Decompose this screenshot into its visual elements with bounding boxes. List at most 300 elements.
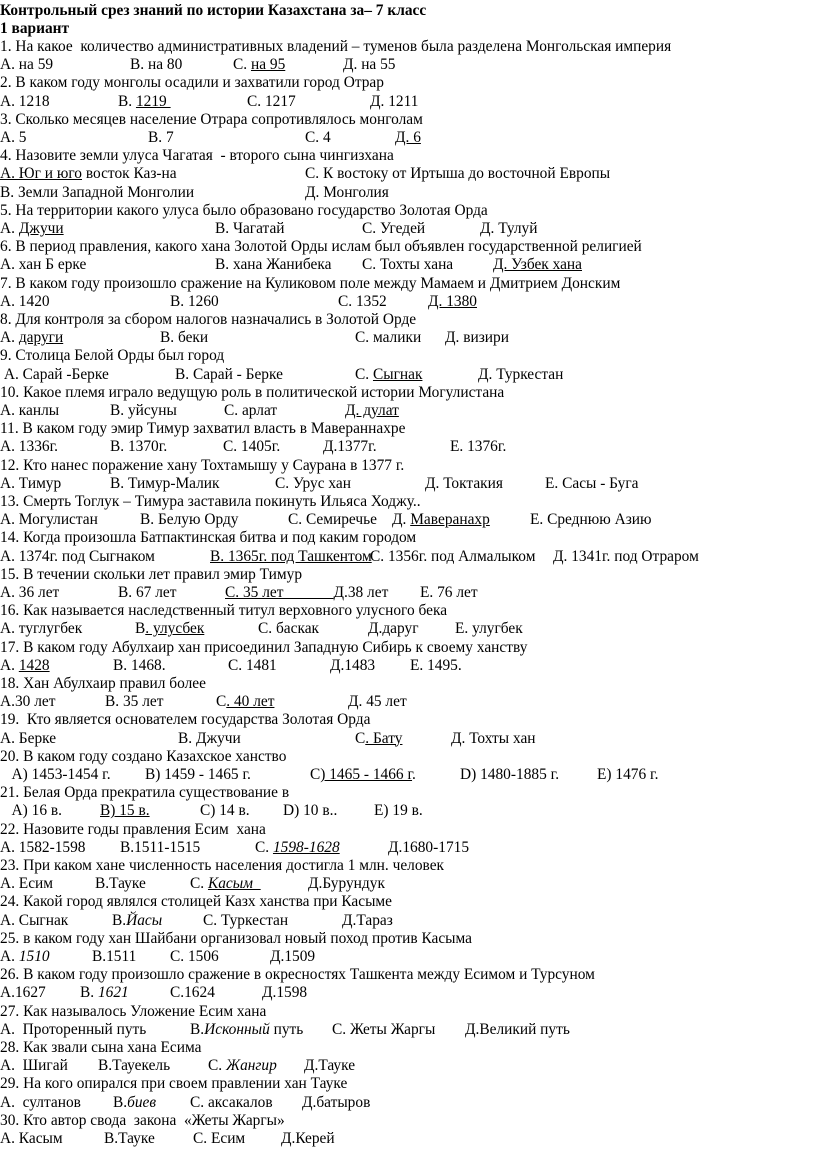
option-text: А.: [0, 948, 19, 965]
marked-answer: Д. 6: [395, 129, 421, 146]
answer-option: [120, 839, 200, 856]
option-text: С. арлат: [224, 402, 278, 419]
option-text: В. Джучи: [178, 729, 241, 747]
question-text: 1. На какое количество административных владений – туменов была разделена Монгольская империя: [0, 38, 672, 55]
option-text: С. Урус хан: [275, 474, 351, 492]
answer-option: [304, 1057, 355, 1074]
answer-option: [330, 657, 375, 674]
option-text: С.: [233, 56, 251, 74]
answer-option: [0, 511, 98, 528]
option-text: А.: [0, 329, 19, 347]
answer-option: [224, 402, 277, 419]
option-text: В. хана Жанибека: [215, 256, 332, 274]
option-text: Д.: [392, 511, 411, 529]
option-text: С. Туркестан: [203, 911, 289, 929]
answer-option: [98, 1057, 170, 1074]
answer-option: [310, 766, 416, 783]
option-text: А.: [0, 656, 19, 674]
option-text: Д. Тохты хан: [451, 729, 536, 747]
marked-answer: С. 35 лет: [225, 584, 334, 601]
question-text: 21. Белая Орда прекратила существование в: [0, 784, 290, 802]
answer-option: [0, 948, 50, 965]
option-text: А. 5: [0, 129, 27, 146]
option-text: В. Земли Западной Монголии: [0, 183, 195, 201]
option-text: Е) 19 в.: [374, 802, 423, 820]
answer-option: [343, 56, 396, 73]
marked-answer: на 95: [250, 56, 286, 74]
option-text: С) 14 в.: [200, 802, 250, 820]
option-text: В. Белую Орду: [140, 511, 239, 529]
answer-option: [355, 730, 402, 747]
answer-option: [0, 1021, 146, 1038]
option-text: А. хан Б ерке: [0, 256, 87, 274]
option-text: В.Тауекель: [98, 1057, 171, 1075]
marked-answer: даруги: [18, 329, 64, 347]
option-text: С. 1481: [228, 656, 277, 674]
option-text: Д.Тараз: [342, 911, 393, 929]
answer-option: [247, 93, 296, 110]
option-text: С. Семиречье: [288, 511, 377, 529]
answer-option: [118, 93, 171, 110]
answer-option: [323, 438, 377, 455]
question-text: 30. Кто автор свода закона «Жеты Жаргы»: [0, 1111, 285, 1129]
option-text: В.: [80, 984, 98, 1002]
answer-option: [348, 693, 407, 710]
option-text: Е) 1476 г.: [597, 766, 659, 783]
option-text: С.: [208, 1057, 226, 1075]
variant-heading: 1 вариант: [0, 20, 70, 37]
option-text: В. 67 лет: [118, 584, 177, 601]
answer-option: [113, 1094, 156, 1111]
answer-option: [110, 475, 220, 492]
option-text: В.: [112, 911, 127, 929]
question-text: 28. Как звали сына хана Есима: [0, 1039, 202, 1056]
option-text: С.: [255, 838, 273, 856]
answer-option: [210, 548, 372, 565]
option-text: А.1627: [0, 984, 46, 1002]
option-text: С. 1217: [247, 92, 296, 110]
answer-option: [92, 948, 136, 965]
option-text: Д. на 55: [343, 56, 396, 74]
option-text: Д.Великий путь: [465, 1020, 570, 1038]
option-text: А. султанов: [0, 1093, 81, 1111]
option-text: Д.Тауке: [304, 1057, 356, 1075]
answer-option: [160, 329, 208, 346]
option-text: С. 1352: [338, 292, 387, 310]
answer-option: [597, 766, 658, 783]
answer-option: [0, 766, 111, 783]
option-text: С. Тохты хана: [362, 256, 454, 274]
answer-option: [445, 329, 509, 346]
answer-option: [374, 802, 423, 819]
option-text: Е. улугбек: [455, 620, 523, 638]
answer-option: [420, 584, 478, 601]
answer-option: [332, 1021, 435, 1038]
option-text: С.: [190, 875, 208, 893]
answer-option: [0, 165, 177, 182]
option-text: А) 1453-1454 г.: [0, 766, 111, 783]
answer-option: [203, 912, 288, 929]
question-text: 15. В течении скольки лет правил эмир Тимур: [0, 565, 303, 583]
question-text: 26. В каком году произошло сражение в окреcностях Ташкента между Есимом и Турсуном: [0, 966, 595, 984]
answer-option: [305, 165, 610, 182]
option-text: С.1624: [170, 984, 215, 1002]
option-text: А. канлы: [0, 402, 60, 419]
marked-answer: Д. Узбек хана: [493, 256, 582, 274]
answer-option: [233, 56, 285, 73]
option-text: В. Тимур-Малик: [110, 474, 220, 492]
option-text: Исконный: [204, 1020, 270, 1038]
answer-option: [425, 475, 503, 492]
option-text: В. 7: [148, 129, 174, 146]
option-text: А. 1218: [0, 92, 50, 110]
option-text: А. Есим: [0, 875, 54, 893]
option-text: биев: [127, 1093, 157, 1111]
answer-option: [110, 402, 177, 419]
answer-option: [345, 402, 399, 419]
option-text: путь: [269, 1020, 304, 1038]
option-text: Д. визири: [445, 329, 509, 347]
question-text: 23. При каком хане численность населения достигла 1 млн. человек: [0, 857, 445, 874]
answer-option: [270, 948, 315, 965]
marked-answer: Д. 1380: [428, 292, 477, 310]
option-text: .: [412, 766, 416, 783]
question-text: 12. Кто нанес поражение хану Тохтамышу у Саурана в 1377 г.: [0, 456, 405, 474]
option-text: С. Есим: [193, 1130, 246, 1147]
marked-answer: 1219: [135, 92, 171, 110]
marked-answer: Сыгнак: [372, 365, 423, 383]
option-text: А. Берке: [0, 729, 57, 747]
answer-option: [0, 93, 50, 110]
answer-option: [0, 620, 82, 637]
option-text: Йасы: [126, 911, 163, 929]
question-text: 24. Какой город являлся столицей Казх ханства при Касыме: [0, 893, 392, 911]
answer-option: [190, 875, 261, 892]
answer-option: [0, 293, 50, 310]
marked-answer: . улусбек: [145, 620, 205, 638]
answer-option: [223, 438, 280, 455]
question-text: 14. Когда произошла Батпактинская битва и под каким городом: [0, 529, 417, 547]
marked-answer: Касым: [207, 875, 261, 893]
answer-option: [0, 402, 59, 419]
answer-option: [175, 366, 283, 383]
option-text: А. Шигай: [0, 1057, 68, 1075]
answer-option: [0, 256, 86, 273]
answer-option: [190, 1021, 303, 1038]
option-text: В. беки: [160, 329, 209, 347]
option-text: В.1511-1515: [120, 838, 201, 856]
answer-option: [308, 875, 385, 892]
question-text: 7. В каком году произошло сражение на Куликовом поле между Мамаем и Дмитрием Донским: [0, 274, 621, 292]
question-text: 8. Для контроля за сбором налогов назначались в Золотой Орде: [0, 311, 417, 328]
option-text: С. К востоку от Иртыша до восточной Европы: [305, 165, 611, 183]
answer-option: [262, 984, 307, 1001]
question-text: 27. Как называлось Уложение Есим хана: [0, 1002, 267, 1020]
answer-option: [460, 766, 559, 783]
question-text: 11. В каком году эмир Тимур захватил власть в Мавераннахре: [0, 420, 406, 438]
option-text: В. на 80: [130, 56, 183, 74]
option-text: Д.1680-1715: [388, 838, 470, 856]
answer-option: [0, 548, 155, 565]
option-text: Е. 76 лет: [420, 584, 478, 601]
answer-option: [275, 475, 351, 492]
answer-option: [362, 220, 425, 237]
option-text: восток Каз-на: [82, 165, 177, 183]
option-text: А. 1420: [0, 292, 50, 310]
question-text: 6. В период правления, какого хана Золотой Орды ислам был объявлен государственной религией: [0, 238, 642, 256]
answer-option: [200, 802, 250, 819]
option-text: Е. Среднюю Азию: [530, 511, 652, 529]
option-text: А. 36 лет: [0, 584, 60, 601]
marked-answer: . 40 лет: [226, 693, 275, 711]
option-text: В.: [118, 92, 136, 110]
option-text: Д. Тулуй: [480, 220, 538, 237]
answer-option: [228, 657, 277, 674]
answer-option: [170, 948, 219, 965]
option-text: С: [310, 766, 321, 783]
answer-option: [305, 129, 331, 146]
answer-option: [0, 693, 55, 710]
option-text: В.1511: [92, 948, 137, 965]
question-text: 18. Хан Абулхаир правил более: [0, 675, 206, 692]
answer-option: [428, 293, 477, 310]
answer-option: [478, 366, 563, 383]
option-text: А.30 лет: [0, 693, 56, 711]
question-text: 16. Как называется наследственный титул верховного улусного бека: [0, 602, 448, 620]
option-text: А. 1582-1598: [0, 838, 86, 856]
answer-option: [493, 256, 582, 273]
answer-option: [0, 366, 109, 383]
answer-option: [100, 802, 150, 819]
answer-option: [208, 1057, 277, 1074]
marked-answer: Мавeранахр: [410, 511, 490, 529]
answer-option: [178, 730, 241, 747]
option-text: Д.батыров: [302, 1093, 371, 1111]
answer-option: [355, 366, 422, 383]
answer-option: [451, 730, 536, 747]
option-text: В.: [113, 1093, 128, 1111]
option-text: Д. Монголия: [305, 183, 389, 201]
option-text: Д. Токтакия: [425, 474, 503, 492]
marked-answer: 1598-1628: [272, 838, 340, 856]
answer-option: [113, 657, 166, 674]
question-text: 9. Столица Белой Орды был город: [0, 347, 225, 365]
option-text: В.: [190, 1020, 205, 1038]
answer-option: [145, 766, 251, 783]
marked-answer: В. 1365г. под Ташкентом: [210, 547, 372, 565]
answer-option: [0, 438, 58, 455]
option-text: Е. 1495.: [410, 656, 462, 674]
answer-option: [0, 220, 64, 237]
marked-answer: 1428: [18, 656, 50, 674]
answer-option: [216, 693, 274, 710]
option-text: С. баскак: [258, 620, 320, 638]
option-text: А. Проторенный путь: [0, 1020, 147, 1038]
marked-answer: Д. дулат: [345, 402, 399, 419]
answer-option: [395, 129, 421, 146]
answer-option: [0, 657, 50, 674]
option-text: Д.даруг: [368, 620, 419, 638]
option-text: В. 1468.: [113, 656, 166, 674]
question-text: 25. в каком году хан Шайбани организовал новый поход против Касыма: [0, 929, 472, 947]
answer-option: [258, 620, 319, 637]
answer-option: [215, 220, 285, 237]
option-text: С. Жеты Жаргы: [332, 1020, 436, 1038]
marked-answer: ) 1465 - 1466 г: [320, 766, 413, 783]
answer-option: [338, 293, 387, 310]
answer-option: [0, 875, 53, 892]
option-text: В. Чагатай: [215, 220, 285, 237]
marked-answer: Джучи: [18, 220, 64, 237]
option-text: С. малики: [355, 329, 422, 347]
marked-answer: . Бату: [365, 729, 403, 747]
question-text: 5. На территории какого улуса было образовано государство Золотая Орда: [0, 201, 488, 219]
answer-option: [283, 802, 337, 819]
option-text: Д.1598: [262, 984, 308, 1002]
option-text: Д.38 лет: [333, 584, 389, 601]
question-text: 22. Назовите годы правления Есим хана: [0, 820, 266, 838]
answer-option: [170, 293, 219, 310]
option-text: С. 4: [305, 129, 331, 146]
answer-option: [0, 802, 62, 819]
answer-option: [305, 184, 389, 201]
option-text: А. 1336г.: [0, 438, 59, 456]
option-text: С. аксакалов: [190, 1093, 273, 1111]
option-text: С: [216, 693, 227, 711]
option-text: В.Тауке: [95, 875, 146, 893]
answer-option: [190, 1094, 273, 1111]
answer-option: [545, 475, 638, 492]
option-text: Д.Керей: [281, 1130, 335, 1147]
question-text: 3. Сколько месяцев население Отрара сопротивлялось монголам: [0, 110, 423, 128]
option-text: D) 10 в..: [283, 802, 338, 820]
option-text: С. 1506: [170, 948, 219, 965]
option-text: С.: [355, 365, 373, 383]
answer-option: [342, 912, 393, 929]
answer-option: [450, 438, 506, 455]
answer-option: [0, 475, 61, 492]
option-text: В. 1260: [170, 292, 219, 310]
answer-option: [0, 584, 59, 601]
answer-option: [0, 56, 53, 73]
question-text: 13. Смерть Тоглук – Тимура заставила покинуть Ильяса Ходжу..: [0, 493, 421, 510]
question-text: 10. Какое племя играло ведущую роль в политической истории Могулистана: [0, 383, 505, 401]
answer-option: [302, 1094, 370, 1111]
question-text: 19. Кто является основателем государства Золотая Орда: [0, 711, 371, 729]
answer-option: [105, 693, 163, 710]
answer-option: [148, 129, 174, 146]
option-text: С: [355, 729, 366, 747]
option-text: Д.Бурундук: [308, 875, 385, 893]
option-text: В. 35 лет: [105, 693, 164, 711]
option-text: А. Сыгнак: [0, 911, 69, 929]
answer-option: [80, 984, 129, 1001]
answer-option: [0, 839, 86, 856]
answer-option: [170, 984, 215, 1001]
option-text: А. на 59: [0, 56, 54, 74]
answer-option: [392, 511, 490, 528]
option-text: В. 1370г.: [110, 438, 168, 456]
option-text: Д.1483: [330, 656, 376, 674]
answer-option: [0, 129, 27, 146]
question-text: 20. В каком году создано Казахское ханство: [0, 747, 287, 765]
answer-option: [362, 256, 453, 273]
answer-option: [140, 511, 238, 528]
answer-option: [225, 584, 388, 601]
answer-option: [130, 56, 182, 73]
answer-option: [553, 548, 699, 565]
answer-option: [480, 220, 537, 237]
option-text: Д.1509: [270, 948, 316, 965]
option-text: А. 1374г. под Сыгнаком: [0, 547, 155, 565]
answer-option: [112, 912, 162, 929]
answer-option: [281, 1130, 335, 1147]
option-text: Д. 1341г. под Отраром: [553, 547, 699, 565]
answer-option: [370, 548, 535, 565]
option-text: В) 1459 - 1465 г.: [145, 766, 251, 783]
answer-option: [0, 1057, 68, 1074]
option-text: В: [135, 620, 146, 638]
answer-option: [368, 620, 419, 637]
option-text: В.Тауке: [104, 1130, 155, 1147]
option-text: В. Сарай - Берке: [175, 365, 283, 383]
answer-option: [0, 184, 194, 201]
option-text: Д. 1211: [370, 92, 419, 110]
option-text: Д. Туркестан: [478, 365, 564, 383]
answer-option: [530, 511, 652, 528]
answer-option: [95, 875, 146, 892]
answer-option: [370, 93, 418, 110]
answer-option: [410, 657, 462, 674]
answer-option: [104, 1130, 155, 1147]
marked-answer: В) 15 в.: [100, 802, 150, 820]
question-text: 4. Назовите земли улуса Чагатая - второго сына чингизхана: [0, 147, 394, 165]
answer-option: [0, 329, 63, 346]
answer-option: [135, 620, 204, 637]
option-text: С. 1356г. под Алмалыком: [370, 547, 536, 565]
answer-option: [255, 839, 340, 856]
answer-option: [0, 1094, 81, 1111]
answer-option: [110, 438, 167, 455]
option-text: А.: [0, 220, 19, 237]
option-text: А. Могулистан: [0, 511, 98, 529]
option-text: 1621: [97, 984, 129, 1002]
question-text: 2. В каком году монголы осадили и захватили город Отрар: [0, 74, 384, 92]
option-text: Жангир: [225, 1057, 277, 1075]
option-text: 1510: [18, 948, 50, 965]
document-title: Контрольный срез знаний по истории Казахстана за– 7 класс: [0, 2, 427, 19]
answer-option: [0, 912, 68, 929]
marked-answer: А. Юг и юго: [0, 165, 82, 183]
option-text: В. уйсуны: [110, 402, 177, 419]
option-text: Д. 45 лет: [348, 693, 407, 711]
option-text: А. Тимур: [0, 474, 62, 492]
option-text: Д.1377г.: [323, 438, 377, 456]
answer-option: [455, 620, 523, 637]
option-text: Е. Сасы - Буга: [545, 474, 639, 492]
option-text: С. 1405г.: [223, 438, 281, 456]
option-text: Е. 1376г.: [450, 438, 507, 456]
answer-option: [0, 984, 46, 1001]
option-text: А. Касым: [0, 1130, 63, 1147]
question-text: 29. На кого опиралcя при своем правлении хан Тауке: [0, 1075, 348, 1093]
answer-option: [465, 1021, 570, 1038]
option-text: С. Угедей: [362, 220, 426, 237]
option-text: А. туглугбек: [0, 620, 83, 638]
option-text: А. Сарай -Берке: [0, 365, 109, 383]
answer-option: [355, 329, 421, 346]
answer-option: [288, 511, 377, 528]
